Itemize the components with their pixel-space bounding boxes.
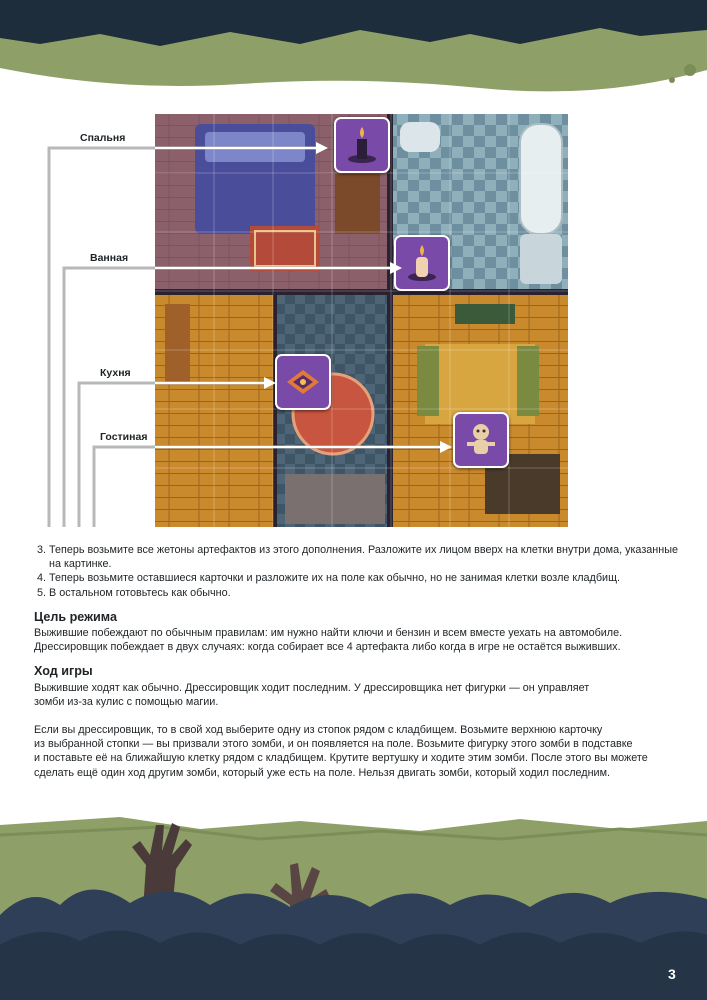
setup-steps [34,543,679,600]
turn-p2-l4: сделать ещё один ход другим зомби, который уже есть на поле. Нельзя двигать зомби, который ходил последним. [34,766,611,779]
turn-p1-l2: зомби из-за кулис с помощью магии. [34,695,219,708]
turn-heading: Ход игры [34,664,93,679]
turn-p2-l2: из выбранной стопки — вы призвали этого зомби, и он появляется на поле. Возьмите фигурку этого зомби в подставке [34,738,633,751]
label-kitchen: Кухня [100,367,131,379]
step-5: 5. В остальном готовьтесь как обычно. [49,586,679,600]
label-living-room: Гостиная [100,431,148,443]
goal-heading: Цель режима [34,609,117,624]
step-4: 4. Теперь возьмите оставшиеся карточки и разложите их на поле как обычно, но не занимая клетки возле кладбищ. [49,571,679,585]
label-bathroom: Ванная [90,252,129,264]
label-bedroom: Спальня [80,132,126,144]
page-number: 3 [668,966,676,982]
candle-icon [336,119,388,171]
turn-p2-l3: и поставьте её на ближайшую клетку рядом с кладбищем. Крутите вертушку и ходите этим зомби. После этого вы можете [34,752,648,765]
artifact-token-doll [394,235,450,291]
voodoo-doll-icon [455,414,507,466]
spellbook-icon [277,356,329,408]
step-3: 3. Теперь возьмите все жетоны артефактов из этого дополнения. Разложите их лицом вверх на клетки внутри дома, указанные на картинке. [49,543,679,571]
goal-line-2: Дрессировщик побеждает в двух случаях: когда собирает все 4 артефакта либо когда в игре не остаётся выживших. [34,641,621,654]
artifact-token-voodoo [453,412,509,468]
artifact-token-book [275,354,331,410]
house-board [155,114,568,527]
artifact-token-candle [334,117,390,173]
candle-doll-icon [396,237,448,289]
turn-p2-l1: Если вы дрессировщик, то в свой ход выберите одну из стопок рядом с кладбищем. Возьмите верхнюю карточку [34,724,603,737]
header-illustration [0,0,707,95]
turn-p1-l1: Выжившие ходят как обычно. Дрессировщик ходит последним. У дрессировщика нет фигурки — он управляет [34,681,590,694]
footer-illustration [0,795,707,1000]
goal-line-1: Выжившие побеждают по обычным правилам: им нужно найти ключи и бензин и всем вместе уехать на автомобиле. [34,627,623,640]
rules-text [34,543,679,780]
